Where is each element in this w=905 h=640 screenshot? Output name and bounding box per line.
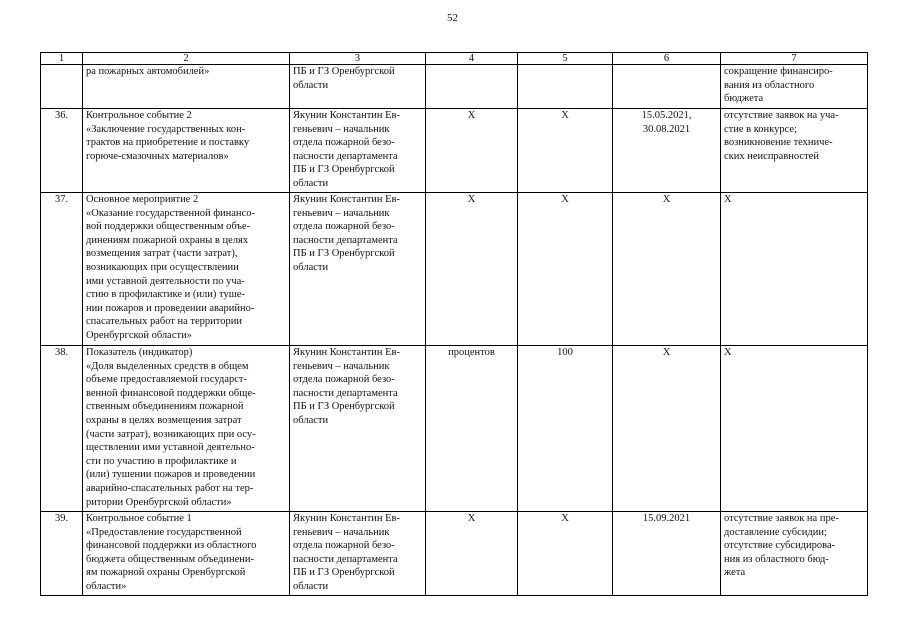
row-number: 39. xyxy=(41,512,83,596)
column-header: 2 xyxy=(83,53,290,65)
date-cell xyxy=(613,65,721,109)
risks-cell: отсутствие заявок на пре- доставление субсидии; отсутствие субсидирова- ния из областного бюд- жета xyxy=(721,512,868,596)
value-cell xyxy=(518,65,613,109)
unit-cell: процентов xyxy=(426,346,518,512)
table-row xyxy=(41,346,868,512)
event-name: Показатель (индикатор) «Доля выделенных средств в общем объеме предоставляемой государст- венной финансовой поддержки обще- ственным объединениям пожарной охраны в целях возмещения затрат (части затрат), возникающих при осу- ществлении ими уставной деятельно- сти по участию в профилактике и (или) тушении пожаров и проведении аварийно-спасательных работ на тер- ритории Оренбургской области» xyxy=(83,346,290,512)
event-name: Контрольное событие 1 «Предоставление государственной финансовой поддержки из областного бюджета общественным объединени- ям пожарной охраны Оренбургской области» xyxy=(83,512,290,596)
table-row xyxy=(41,512,868,596)
event-name: ра пожарных автомобилей» xyxy=(83,65,290,109)
row-number: 36. xyxy=(41,109,83,193)
risks-cell: Х xyxy=(721,193,868,346)
responsible-person: Якунин Константин Ев- геньевич – начальник отдела пожарной безо- пасности департамента ПБ и ГЗ Оренбургской области xyxy=(290,193,426,346)
risks-cell: отсутствие заявок на уча- стие в конкурсе; возникновение техниче- ских неисправностей xyxy=(721,109,868,193)
risks-cell: Х xyxy=(721,346,868,512)
responsible-person: Якунин Константин Ев- геньевич – начальник отдела пожарной безо- пасности департамента ПБ и ГЗ Оренбургской области xyxy=(290,512,426,596)
unit-cell: Х xyxy=(426,512,518,596)
responsible-person: Якунин Константин Ев- геньевич – начальник отдела пожарной безо- пасности департамента ПБ и ГЗ Оренбургской области xyxy=(290,109,426,193)
value-cell: 100 xyxy=(518,346,613,512)
risks-cell: сокращение финансиро- вания из областного бюджета xyxy=(721,65,868,109)
table-row xyxy=(41,193,868,346)
column-header: 5 xyxy=(518,53,613,65)
column-header: 4 xyxy=(426,53,518,65)
unit-cell: Х xyxy=(426,109,518,193)
value-cell: Х xyxy=(518,193,613,346)
column-header: 1 xyxy=(41,53,83,65)
event-name: Основное мероприятие 2 «Оказание государственной финансо- вой поддержки общественным объе- динениям пожарной охраны в целях возмещения затрат (части затрат), возникающих при осуществлении ими уставной деятельности по уча- стию в профилактике и (или) туше- нии пожаров и проведении аварийно- спасательных работ на территории Оренбургской области» xyxy=(83,193,290,346)
value-cell: Х xyxy=(518,512,613,596)
date-cell: Х xyxy=(613,346,721,512)
row-number xyxy=(41,65,83,109)
event-name: Контрольное событие 2 «Заключение государственных кон- трактов на приобретение и поставку горюче-смазочных материалов» xyxy=(83,109,290,193)
page-number: 52 xyxy=(447,12,458,24)
row-number: 38. xyxy=(41,346,83,512)
column-header: 7 xyxy=(721,53,868,65)
column-header: 6 xyxy=(613,53,721,65)
plan-table xyxy=(40,52,868,596)
responsible-person: Якунин Константин Ев- геньевич – начальник отдела пожарной безо- пасности департамента ПБ и ГЗ Оренбургской области xyxy=(290,346,426,512)
date-cell: 15.09.2021 xyxy=(613,512,721,596)
column-header: 3 xyxy=(290,53,426,65)
table-row xyxy=(41,109,868,193)
row-number: 37. xyxy=(41,193,83,346)
responsible-person: ПБ и ГЗ Оренбургской области xyxy=(290,65,426,109)
date-cell: 15.05.2021, 30.08.2021 xyxy=(613,109,721,193)
unit-cell xyxy=(426,65,518,109)
header-row xyxy=(41,53,868,65)
date-cell: Х xyxy=(613,193,721,346)
unit-cell: Х xyxy=(426,193,518,346)
table-row xyxy=(41,65,868,109)
value-cell: Х xyxy=(518,109,613,193)
